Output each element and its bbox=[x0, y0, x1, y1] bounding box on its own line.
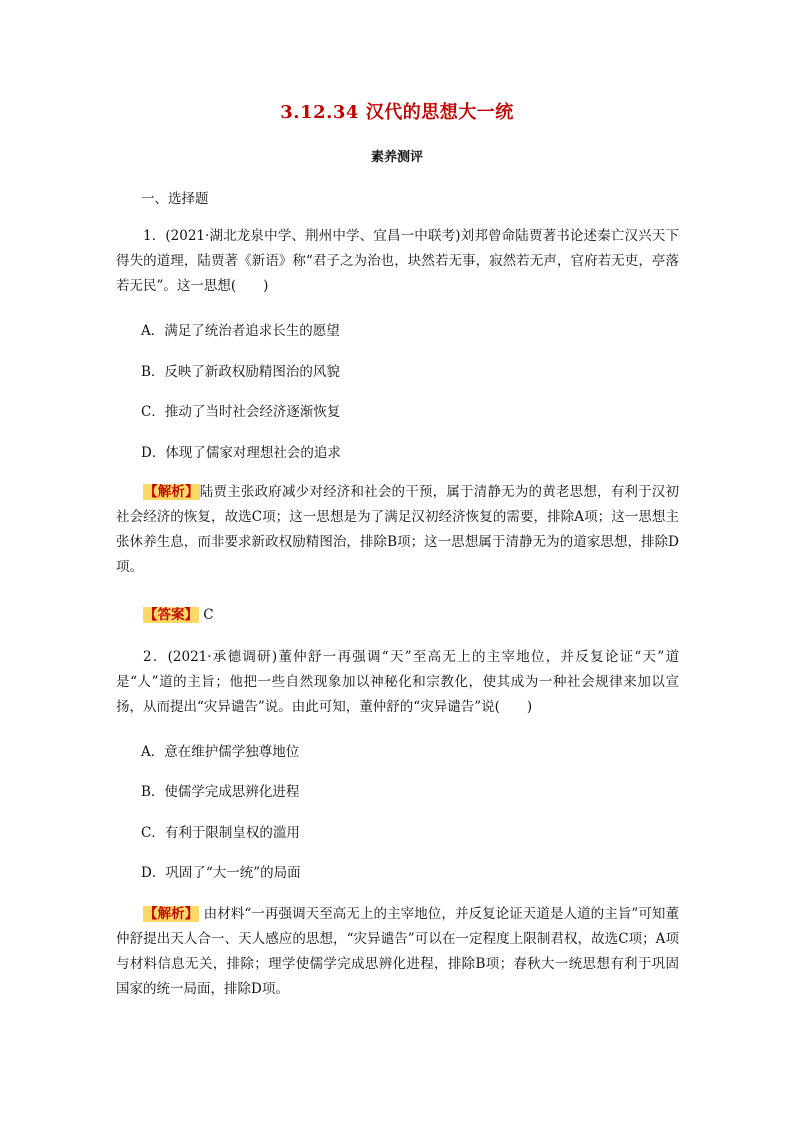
section-heading: 一、选择题 bbox=[141, 191, 209, 207]
document-title: 3.12.34 汉代的思想大一统 bbox=[280, 102, 514, 123]
analysis-tag: 【解析】 bbox=[144, 906, 199, 922]
question-1-option-b: B．反映了新政权励精图治的风貌 bbox=[141, 364, 340, 380]
analysis-text: 陆贾主张政府减少对经济和社会的干预，属于清静无为的黄老思想，有利于汉初社会经济的恢复，故选C项；这一思想是为了满足汉初经济恢复的需要，排除A项；这一思想主张休养生息，而非要求新政权励精图治，排除B项；这一思想属于清静无为的道家思想，排除D项。 bbox=[116, 484, 680, 575]
question-2-option-a: A．意在维护儒学独尊地位 bbox=[141, 744, 300, 760]
question-1-analysis bbox=[116, 480, 679, 580]
analysis-text: 由材料“一再强调天至高无上的主宰地位，并反复论证天道是人道的主旨”可知董仲舒提出天人合一、天人感应的思想，“灾异谴告”可以在一定程度上限制君权，故选C项；A项与材料信息无关，排除；理学使儒学完成思辨化进程，排除B项；春秋大一统思想有利于巩固国家的统一局面，排除D项。 bbox=[116, 906, 680, 997]
question-2-option-c: C．有利于限制皇权的滥用 bbox=[141, 825, 300, 841]
analysis-tag: 【解析】 bbox=[144, 484, 199, 500]
question-2-option-d: D．巩固了“大一统”的局面 bbox=[141, 865, 301, 881]
question-1-stem: 1．(2021·湖北龙泉中学、荆州中学、宜昌一中联考)刘邦曾命陆贾著书论述秦亡汉兴天下得失的道理，陆贾著《新语》称“君子之为治也，块然若无事，寂然若无声，官府若无吏，亭落若无民”。这一思想( ) bbox=[116, 228, 679, 294]
question-1-option-a: A．满足了统治者追求长生的愿望 bbox=[141, 323, 340, 339]
question-1-option-d: D．体现了儒家对理想社会的追求 bbox=[141, 445, 341, 461]
question-2-stem: 2．(2021·承德调研)董仲舒一再强调“天”至高无上的主宰地位，并反复论证“天”道是“人”道的主旨；他把一些自然现象加以神秘化和宗教化，使其成为一种社会规律来加以宣扬，从而提出“灾异谴告”说。由此可知，董仲舒的“灾异谴告”说( ) bbox=[116, 649, 679, 715]
answer-tag: 【答案】 bbox=[144, 607, 198, 623]
question-2-analysis bbox=[116, 902, 679, 1002]
document-subtitle: 素养测评 bbox=[370, 150, 423, 165]
question-2-option-b: B．使儒学完成思辨化进程 bbox=[141, 784, 300, 800]
question-1-answer bbox=[116, 603, 679, 628]
question-1-option-c: C．推动了当时社会经济逐渐恢复 bbox=[141, 404, 341, 420]
answer-value: C bbox=[203, 607, 214, 623]
